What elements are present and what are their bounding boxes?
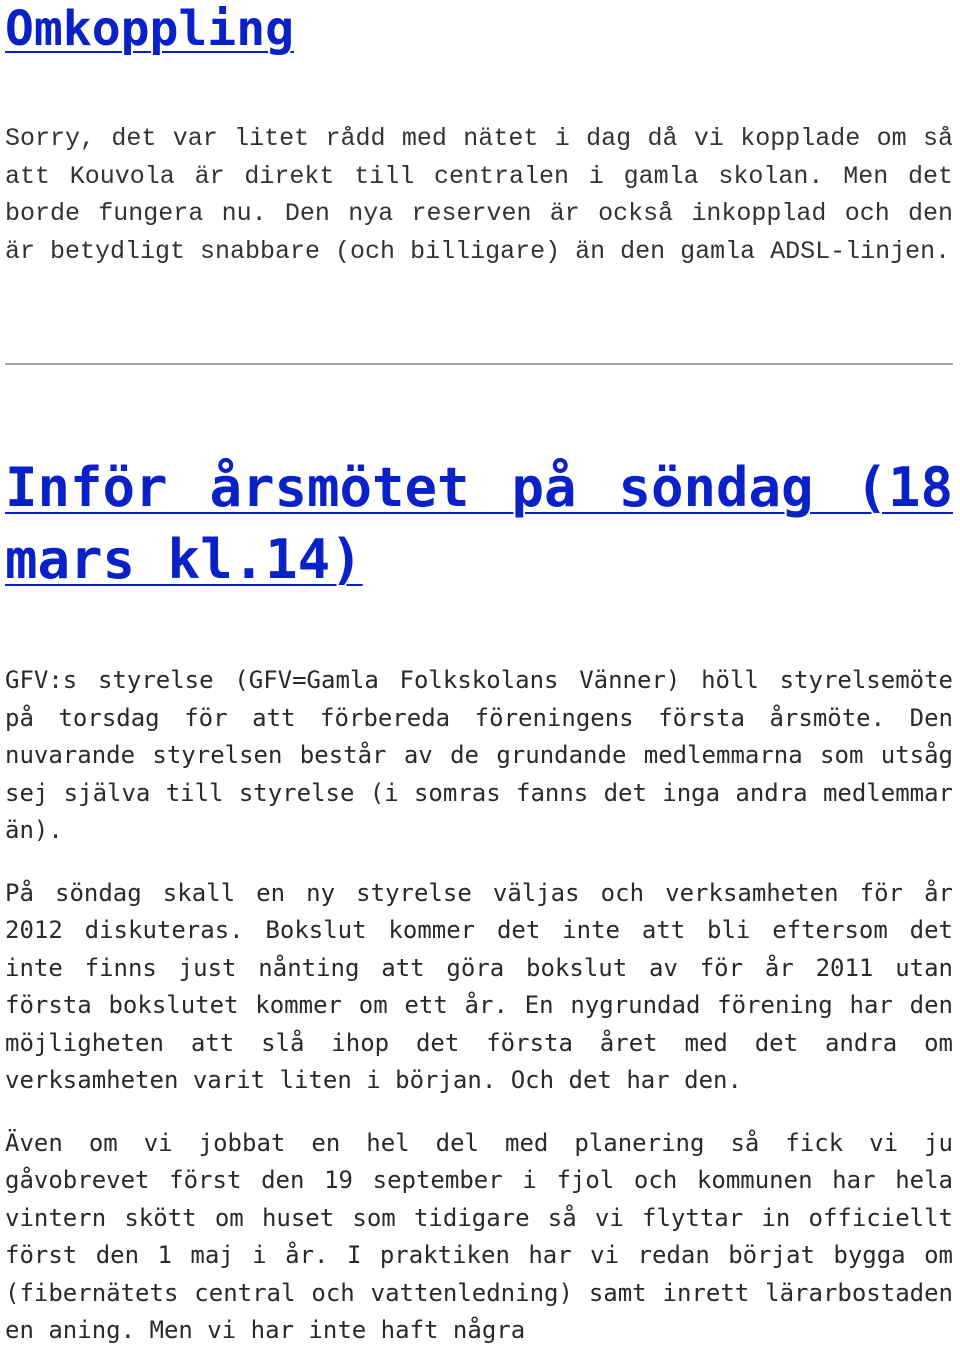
post-body-paragraph: GFV:s styrelse (GFV=Gamla Folkskolans Vänner) höll styrelsemöte på torsdag för att förbereda föreningens första årsmöte. Den nuvarande styrelsen består av de grundande medlemmarna som utsåg sej själva till styrelse (i somras fanns det inga andra medlemmar än). bbox=[5, 666, 953, 844]
post-title-link-omkoppling[interactable]: Omkoppling bbox=[5, 1, 294, 57]
post-body-paragraph: Sorry, det var litet rådd med nätet i dag då vi kopplade om så att Kouvola är direkt till centralen i gamla skolan. Men det borde fungera nu. Den nya reserven är också inkopplad och den är betydligt snabbare (och billigare) än den gamla ADSL-linjen. bbox=[5, 124, 953, 266]
page-content bbox=[5, 0, 953, 1350]
post-title-arsmotet bbox=[5, 452, 953, 596]
post-title-link-arsmotet[interactable]: Inför årsmötet på söndag (18 mars kl.14) bbox=[5, 456, 953, 591]
post-omkoppling bbox=[5, 0, 953, 270]
post-body-paragraph: Även om vi jobbat en hel del med planering så fick vi ju gåvobrevet först den 19 september i fjol och kommunen har hela vintern skött om huset som tidigare så vi flyttar in officiellt först den 1 maj i år. I praktiken har vi redan börjat bygga om (fibernätets central och vattenledning) samt inrett lärarbostaden en aning. Men vi har inte haft några bbox=[5, 1128, 953, 1344]
post-arsmotet bbox=[5, 452, 953, 1350]
post-body-paragraph: På söndag skall en ny styrelse väljas och verksamheten för år 2012 diskuteras. Bokslut kommer det inte att bli eftersom det inte finns just nånting att göra bokslut av för år 2011 utan första bokslutet kommer om ett år. En nygrundad förening har den möjligheten att slå ihop det första året med det andra om verksamheten varit liten i början. Och det har den. bbox=[5, 878, 953, 1094]
post-divider bbox=[5, 363, 953, 365]
post-title-omkoppling bbox=[5, 0, 953, 58]
